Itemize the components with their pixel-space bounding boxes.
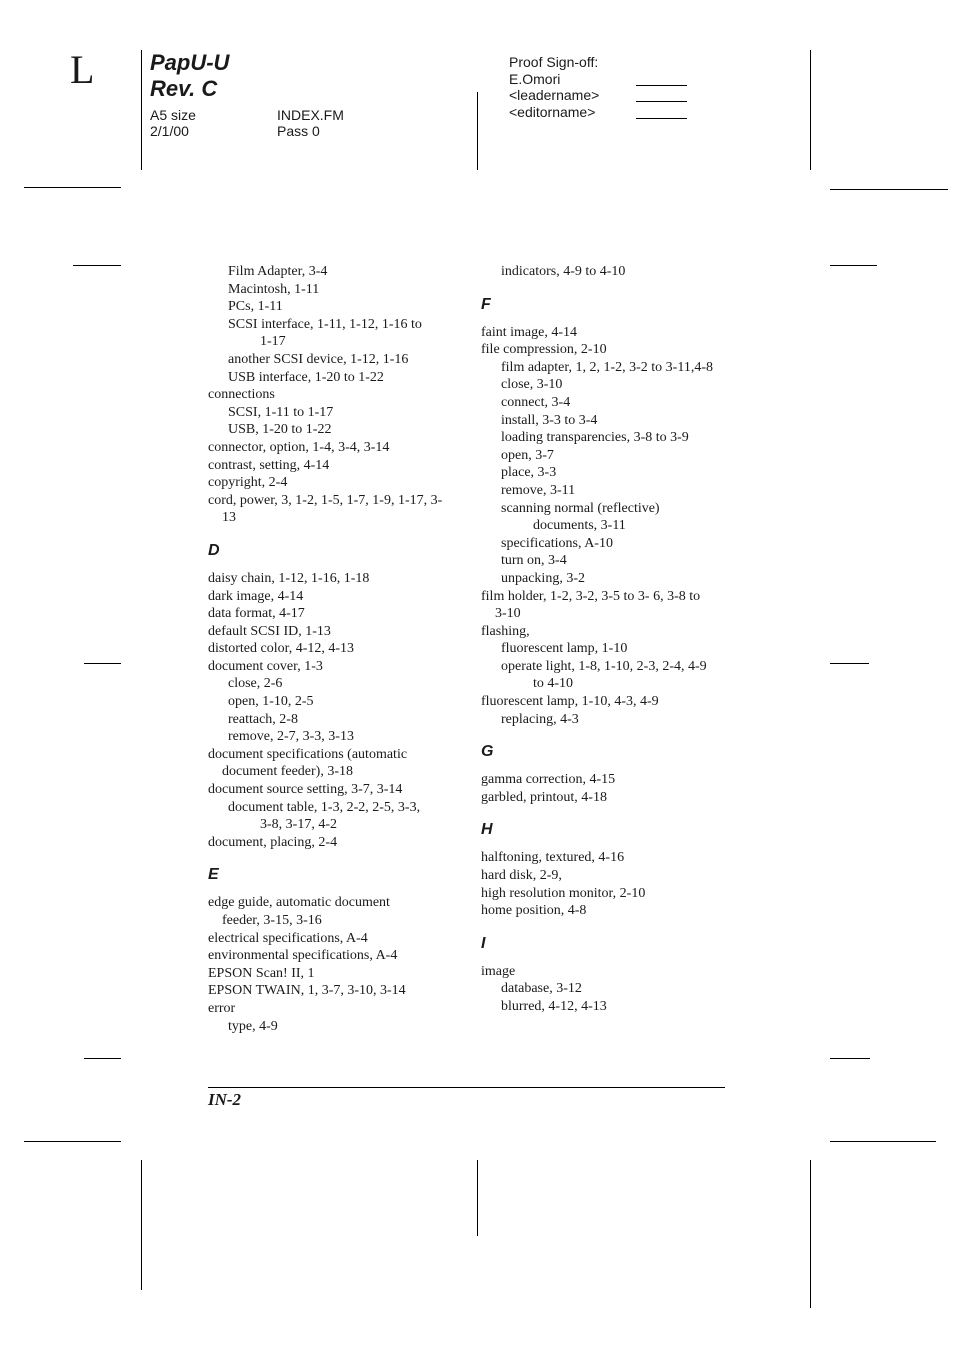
registration-mark-left-1 — [73, 265, 121, 266]
index-entry: default SCSI ID, 1-13 — [208, 623, 331, 639]
index-subentry: 13 — [222, 510, 236, 526]
index-section-letter: E — [208, 866, 219, 884]
corner-mark-letter: L — [70, 47, 95, 92]
index-entry: document cover, 1-3 — [208, 658, 323, 674]
page-number: IN-2 — [208, 1090, 242, 1109]
brand-name: PapU-U — [150, 50, 230, 75]
index-entry: document specifications (automatic — [208, 746, 408, 762]
index-subentry: 3-10 — [495, 606, 521, 622]
index-section-letter: F — [481, 295, 491, 313]
signature-line-1 — [636, 85, 687, 86]
size-label: A5 size — [150, 107, 196, 123]
index-subentry: remove, 2-7, 3-3, 3-13 — [228, 729, 354, 745]
index-subentry: document feeder), 3-18 — [222, 764, 353, 780]
header-divider-left — [141, 50, 142, 170]
index-entry: EPSON Scan! II, 1 — [208, 965, 315, 981]
index-subentry: 3-8, 3-17, 4-2 — [260, 817, 337, 833]
index-entry: gamma correction, 4-15 — [481, 772, 616, 788]
proof-title: Proof Sign-off: — [509, 54, 599, 70]
file-name: INDEX.FM — [277, 107, 344, 123]
index-subentry: PCs, 1-11 — [228, 299, 283, 315]
index-entry: hard disk, 2-9, — [481, 868, 562, 884]
crop-mark-top-left — [24, 187, 121, 188]
index-subentry: document table, 1-3, 2-2, 2-5, 3-3, — [228, 799, 421, 815]
index-entry: contrast, setting, 4-14 — [208, 457, 330, 473]
index-section-letter: H — [481, 821, 493, 839]
index-entry: distorted color, 4-12, 4-13 — [208, 641, 355, 657]
index-entry: data format, 4-17 — [208, 606, 305, 622]
index-entry: faint image, 4-14 — [481, 324, 578, 340]
index-subentry: fluorescent lamp, 1-10 — [501, 641, 628, 657]
index-entry: environmental specifications, A-4 — [208, 948, 398, 964]
header-divider-right — [810, 50, 811, 170]
index-entry: flashing, — [481, 623, 530, 639]
pass-label: Pass 0 — [277, 123, 320, 139]
index-subentry: feeder, 3-15, 3-16 — [222, 913, 322, 928]
registration-mark-right-2 — [830, 663, 869, 664]
index-subentry: reattach, 2-8 — [228, 711, 298, 727]
index-entry: halftoning, textured, 4-16 — [481, 850, 625, 866]
index-subentry: place, 3-3 — [501, 465, 557, 481]
index-subentry: Macintosh, 1-11 — [228, 281, 320, 297]
index-subentry: SCSI, 1-11 to 1-17 — [228, 404, 334, 420]
index-entry: edge guide, automatic document — [208, 895, 390, 911]
index-subentry: loading transparencies, 3-8 to 3-9 — [501, 430, 689, 446]
signature-line-2 — [636, 101, 687, 102]
index-subentry: Film Adapter, 3-4 — [228, 264, 328, 279]
index-entry: fluorescent lamp, 1-10, 4-3, 4-9 — [481, 694, 659, 710]
proof-signoff — [509, 54, 599, 120]
index-subentry: install, 3-3 to 3-4 — [501, 412, 598, 428]
index-subentry: close, 3-10 — [501, 377, 563, 393]
index-subentry: replacing, 4-3 — [501, 711, 579, 727]
index-section-letter: I — [481, 934, 486, 952]
index-subentry: film adapter, 1, 2, 1-2, 3-2 to 3-11,4-8 — [501, 359, 713, 375]
index-subentry: database, 3-12 — [501, 981, 582, 997]
index-entry: document, placing, 2-4 — [208, 834, 338, 850]
index-subentry: open, 1-10, 2-5 — [228, 694, 314, 710]
registration-mark-left-3 — [84, 1058, 121, 1059]
index-column-right — [481, 263, 741, 1016]
trim-line-bottom-right — [810, 1160, 811, 1308]
index-subentry: SCSI interface, 1-11, 1-12, 1-16 to — [228, 316, 422, 332]
proof-name-2: <leadername> — [509, 87, 600, 103]
index-subentry: indicators, 4-9 to 4-10 — [501, 264, 626, 279]
index-subentry: remove, 3-11 — [501, 482, 576, 498]
index-subentry: close, 2-6 — [228, 676, 283, 692]
index-subentry: USB interface, 1-20 to 1-22 — [228, 369, 384, 385]
index-entry: film holder, 1-2, 3-2, 3-5 to 3- 6, 3-8 to — [481, 588, 701, 604]
index-column-left — [208, 263, 468, 1035]
index-entry: high resolution monitor, 2-10 — [481, 885, 646, 901]
index-entry: daisy chain, 1-12, 1-16, 1-18 — [208, 570, 370, 586]
crop-mark-bottom-left — [24, 1141, 121, 1142]
index-entry: connector, option, 1-4, 3-4, 3-14 — [208, 439, 390, 455]
index-subentry: 1-17 — [260, 334, 286, 350]
index-section-letter: D — [208, 541, 220, 559]
crop-mark-top-right — [830, 189, 948, 190]
index-entry: dark image, 4-14 — [208, 588, 304, 604]
proof-name-3: <editorname> — [509, 103, 596, 120]
index-entry: EPSON TWAIN, 1, 3-7, 3-10, 3-14 — [208, 983, 406, 999]
index-subentry: USB, 1-20 to 1-22 — [228, 422, 332, 438]
index-subentry: unpacking, 3-2 — [501, 570, 585, 586]
index-entry: home position, 4-8 — [481, 903, 587, 919]
index-subentry: blurred, 4-12, 4-13 — [501, 999, 607, 1014]
index-section-letter: G — [481, 743, 494, 761]
brand-revision: Rev. C — [150, 76, 218, 101]
index-subentry: scanning normal (reflective) — [501, 500, 660, 516]
index-entry: electrical specifications, A-4 — [208, 930, 368, 946]
index-entry: copyright, 2-4 — [208, 475, 288, 491]
index-subentry: operate light, 1-8, 1-10, 2-3, 2-4, 4-9 — [501, 658, 707, 674]
header-divider-middle — [477, 92, 478, 170]
index-subentry: specifications, A-10 — [501, 535, 613, 551]
signature-line-3 — [636, 118, 687, 119]
registration-mark-right-3 — [830, 1058, 870, 1059]
proof-name-1: E.Omori — [509, 70, 561, 87]
date-label: 2/1/00 — [150, 123, 189, 139]
trim-line-bottom-left — [141, 1160, 142, 1290]
index-entry: file compression, 2-10 — [481, 342, 607, 358]
index-subentry: connect, 3-4 — [501, 394, 571, 410]
index-entry: image — [481, 963, 516, 979]
index-entry: error — [208, 1000, 236, 1016]
crop-mark-bottom-right — [830, 1141, 936, 1142]
registration-mark-right-1 — [830, 265, 877, 266]
trim-line-bottom-middle — [477, 1160, 478, 1236]
index-subentry: turn on, 3-4 — [501, 553, 567, 569]
document-brand — [150, 50, 229, 102]
index-entry: document source setting, 3-7, 3-14 — [208, 782, 403, 798]
registration-mark-left-2 — [84, 663, 121, 664]
index-entry: connections — [208, 387, 275, 403]
index-subentry: type, 4-9 — [228, 1018, 278, 1034]
index-subentry: to 4-10 — [533, 676, 574, 692]
index-subentry: another SCSI device, 1-12, 1-16 — [228, 351, 409, 367]
footer-rule — [208, 1087, 725, 1088]
index-entry: cord, power, 3, 1-2, 1-5, 1-7, 1-9, 1-17, 3- — [208, 492, 443, 508]
index-subentry: open, 3-7 — [501, 447, 554, 463]
index-subentry: documents, 3-11 — [533, 518, 626, 534]
index-entry: garbled, printout, 4-18 — [481, 789, 607, 805]
